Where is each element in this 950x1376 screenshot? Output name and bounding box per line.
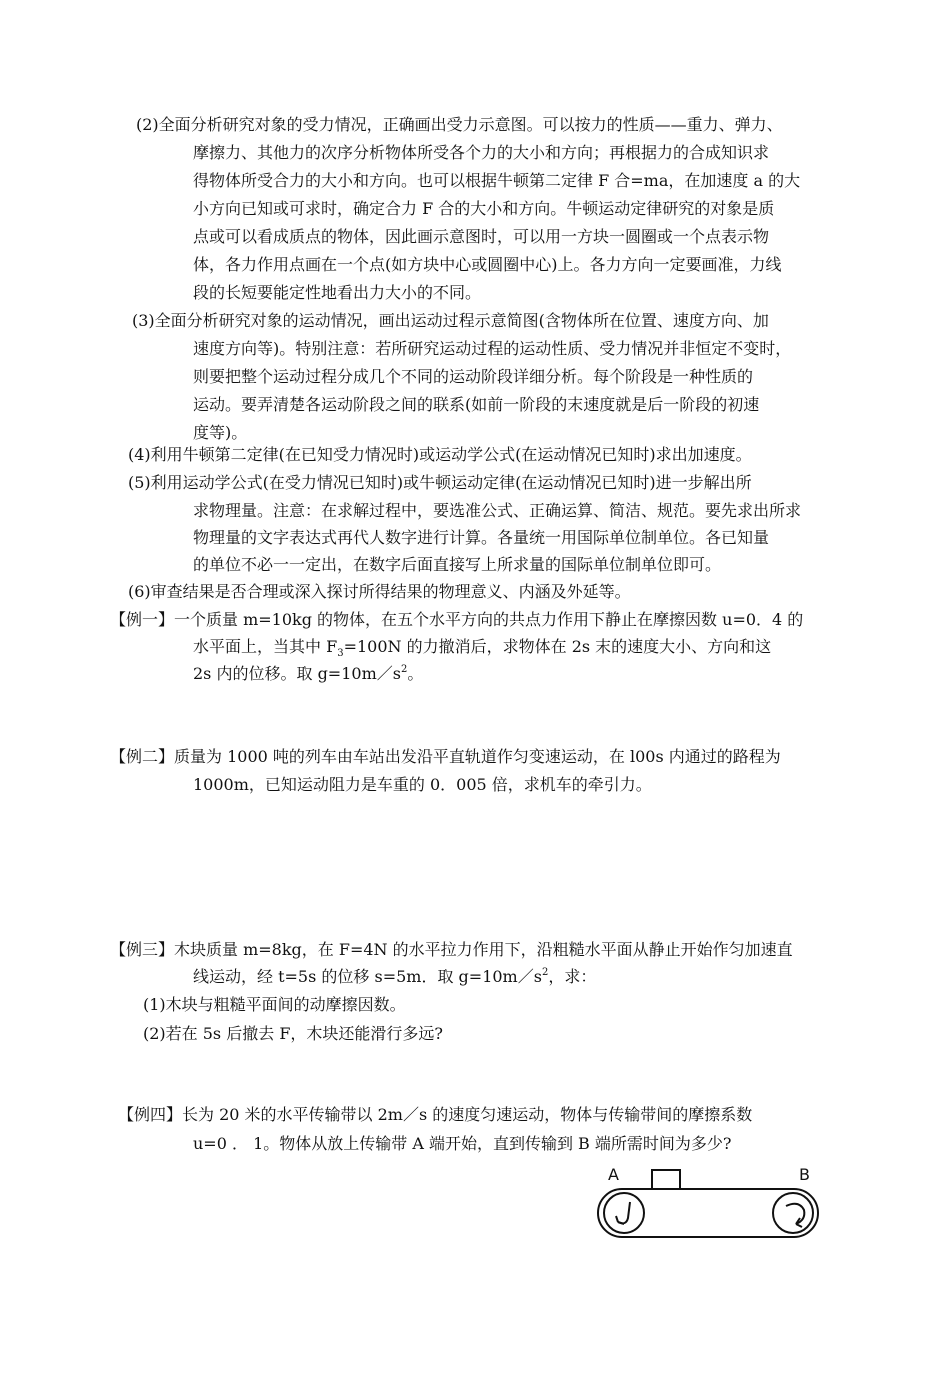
step-2-line-2: 摩擦力、其他力的次序分析物体所受各个力的大小和方向；再根据力的合成知识求 [193,143,770,162]
step-3-line-4: 运动。要弄清楚各运动阶段之间的联系(如前一阶段的末速度就是后一阶段的初速 [193,395,760,414]
arrow-head-a-icon [616,1216,624,1224]
step-2-line-5: 点或可以看成质点的物体，因此画示意图时，可以用一方块一圆圈或一个点表示物 [193,227,770,246]
example-3-line-2-a: 线运动，经 t=5s 的位移 s=5m．取 g=10m／s [193,967,542,986]
step-5-line-1: (5)利用运动学公式(在受力情况已知时)或牛顿运动定律(在运动情况已知时)进一步解出所 [128,473,752,492]
pulley-a [604,1193,644,1233]
example-1-line-1: 【例一】一个质量 m=10kg 的物体，在五个水平方向的共点力作用下静止在摩擦因数 u=0．4 的 [110,610,804,629]
example-4-line-1: 【例四】长为 20 米的水平传输带以 2m／s 的速度匀速运动，物体与传输带间的摩擦系数 [118,1105,753,1124]
pulley-b [773,1193,813,1233]
example-1-line-3 [193,660,423,688]
example-2-line-1: 【例二】质量为 1000 吨的列车由车站出发沿平直轨道作匀变速运动，在 l00s 内通过的路程为 [110,747,781,766]
example-3-line-2 [193,963,596,991]
example-1-line-2 [193,633,771,661]
conveyor-belt-diagram [596,1162,828,1246]
belt-left-curve [598,1189,622,1237]
example-1-superscript: 2 [400,664,408,675]
example-1-subscript: 3 [337,648,344,659]
example-1-line-3-a: 2s 内的位移。取 g=10m／s [193,664,401,683]
step-5-line-4: 的单位不必一一定出，在数字后面直接写上所求量的国际单位制单位即可。 [193,555,722,574]
step-3-line-2: 速度方向等)。特别注意：若所研究运动过程的运动性质、受力情况并非恒定不变时， [193,339,792,358]
example-4-line-2: u=0 ． 1。物体从放上传输带 A 端开始，直到传输到 B 端所需时间为多少? [193,1134,732,1153]
block [652,1170,680,1189]
step-6-line-1: (6)审查结果是否合理或深入探讨所得结果的物理意义、内涵及外延等。 [128,582,631,601]
label-a: A [608,1165,619,1184]
example-2-line-2: 1000m，已知运动阻力是车重的 0．005 倍，求机车的牵引力。 [193,775,652,794]
belt-right-curve [794,1189,818,1237]
step-5-line-3: 物理量的文字表达式再代人数字进行计算。各量统一用国际单位制单位。各已知量 [193,528,770,547]
step-2-line-6: 体，各力作用点画在一个点(如方块中心或圆圈中心)上。各力方向一定要画准，力线 [193,255,782,274]
step-3-line-3: 则要把整个运动过程分成几个不同的运动阶段详细分析。每个阶段是一种性质的 [193,367,754,386]
example-3-superscript: 2 [541,967,549,978]
example-3-line-1: 【例三】木块质量 m=8kg，在 F=4N 的水平拉力作用下，沿粗糙水平面从静止开始作匀加速直 [110,940,793,959]
step-2-line-4: 小方向已知或可求时，确定合力 F 合的大小和方向。牛顿运动定律研究的对象是质 [193,199,775,218]
step-3-line-5: 度等)。 [193,423,248,442]
example-1-line-3-b: 。 [407,664,424,683]
rotation-arrow-b-icon [786,1204,804,1224]
step-2-line-1: (2)全面分析研究对象的受力情况，正确画出受力示意图。可以按力的性质——重力、弹力、 [136,115,783,134]
example-1-line-2-a: 水平面上，当其中 F [193,637,338,656]
rotation-arrow-a-icon [618,1202,630,1223]
example-3-question-2: (2)若在 5s 后撤去 F，木块还能滑行多远? [143,1024,443,1043]
label-b: B [799,1165,810,1184]
example-3-line-2-b: ，求： [548,967,597,986]
step-3-line-1: (3)全面分析研究对象的运动情况，画出运动过程示意简图(含物体所在位置、速度方向、加 [132,311,769,330]
step-2-line-7: 段的长短要能定性地看出力大小的不同。 [193,283,482,302]
example-1-line-2-b: =100N 的力撤消后，求物体在 2s 末的速度大小、方向和这 [343,637,772,656]
step-4-line-1: (4)利用牛顿第二定律(在已知受力情况时)或运动学公式(在运动情况已知时)求出加速度。 [128,445,752,464]
step-5-line-2: 求物理量。注意：在求解过程中，要选准公式、正确运算、简洁、规范。要先求出所求 [193,501,802,520]
step-2-line-3: 得物体所受合力的大小和方向。也可以根据牛顿第二定律 F 合=ma，在加速度 a 的大 [193,171,801,190]
example-3-question-1: (1)木块与粗糙平面间的动摩擦因数。 [143,995,406,1014]
